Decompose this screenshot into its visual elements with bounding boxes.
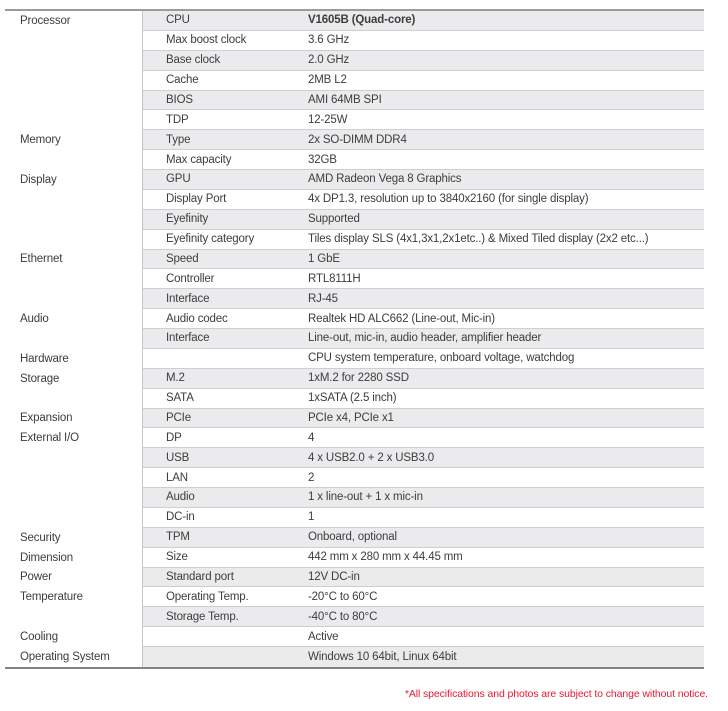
table-row bbox=[5, 91, 704, 111]
row-body bbox=[142, 190, 704, 210]
value-cell: AMD Radeon Vega 8 Graphics bbox=[308, 173, 462, 186]
table-row bbox=[5, 11, 704, 31]
category-cell bbox=[5, 210, 142, 230]
attribute-cell: BIOS bbox=[166, 93, 193, 106]
category-cell bbox=[5, 51, 142, 71]
row-body bbox=[142, 548, 704, 568]
value-cell: 1 bbox=[308, 511, 315, 524]
attribute-cell: LAN bbox=[166, 471, 188, 484]
attribute-cell: Eyefinity bbox=[166, 213, 209, 226]
category-cell bbox=[5, 71, 142, 91]
row-body bbox=[142, 150, 704, 170]
row-body bbox=[142, 110, 704, 130]
attribute-cell: Cache bbox=[166, 74, 199, 87]
attribute-cell: Audio codec bbox=[166, 312, 228, 325]
row-body bbox=[142, 289, 704, 309]
row-body bbox=[142, 389, 704, 409]
attribute-cell: DC-in bbox=[166, 511, 195, 524]
row-body bbox=[142, 269, 704, 289]
value-cell: 12-25W bbox=[308, 113, 348, 126]
value-cell: 3.6 GHz bbox=[308, 34, 350, 47]
table-row bbox=[5, 110, 704, 130]
attribute-cell: CPU bbox=[166, 14, 190, 27]
spec-table bbox=[5, 9, 704, 669]
value-cell: 4 x USB2.0 + 2 x USB3.0 bbox=[308, 451, 434, 464]
value-cell: 12V DC-in bbox=[308, 570, 360, 583]
row-body bbox=[142, 130, 704, 150]
value-cell: Onboard, optional bbox=[308, 531, 397, 544]
category-cell: Expansion bbox=[5, 409, 142, 429]
category-cell: Power bbox=[5, 568, 142, 588]
table-row bbox=[5, 329, 704, 349]
value-cell: -20°C to 60°C bbox=[308, 590, 378, 603]
attribute-cell: PCIe bbox=[166, 411, 191, 424]
attribute-cell: Base clock bbox=[166, 54, 221, 67]
category-cell: Storage bbox=[5, 369, 142, 389]
table-row bbox=[5, 230, 704, 250]
category-cell: Hardware bbox=[5, 349, 142, 369]
category-cell bbox=[5, 91, 142, 111]
attribute-cell: Max capacity bbox=[166, 153, 232, 166]
table-row bbox=[5, 369, 704, 389]
row-body bbox=[142, 11, 704, 31]
row-body bbox=[142, 51, 704, 71]
value-cell: 2x SO-DIMM DDR4 bbox=[308, 133, 407, 146]
attribute-cell: Storage Temp. bbox=[166, 610, 239, 623]
value-cell: -40°C to 80°C bbox=[308, 610, 378, 623]
value-cell: AMI 64MB SPI bbox=[308, 93, 382, 106]
table-row bbox=[5, 627, 704, 647]
attribute-cell: TPM bbox=[166, 531, 190, 544]
row-body bbox=[142, 607, 704, 627]
value-cell: 1xSATA (2.5 inch) bbox=[308, 392, 397, 405]
value-cell: 4x DP1.3, resolution up to 3840x2160 (for single display) bbox=[308, 193, 589, 206]
table-row bbox=[5, 190, 704, 210]
value-cell: PCIe x4, PCIe x1 bbox=[308, 411, 394, 424]
table-row bbox=[5, 488, 704, 508]
row-body bbox=[142, 71, 704, 91]
category-cell: Display bbox=[5, 170, 142, 190]
table-row bbox=[5, 51, 704, 71]
table-row bbox=[5, 428, 704, 448]
value-cell: V1605B (Quad-core) bbox=[308, 14, 416, 27]
table-row bbox=[5, 31, 704, 51]
row-body bbox=[142, 508, 704, 528]
table-row bbox=[5, 130, 704, 150]
value-cell: RJ-45 bbox=[308, 292, 338, 305]
attribute-cell: Max boost clock bbox=[166, 34, 247, 47]
category-cell bbox=[5, 289, 142, 309]
attribute-cell: Speed bbox=[166, 252, 199, 265]
category-cell bbox=[5, 448, 142, 468]
attribute-cell: USB bbox=[166, 451, 190, 464]
category-cell bbox=[5, 508, 142, 528]
category-cell bbox=[5, 190, 142, 210]
table-row bbox=[5, 448, 704, 468]
table-row bbox=[5, 289, 704, 309]
row-body bbox=[142, 448, 704, 468]
table-row bbox=[5, 548, 704, 568]
attribute-cell: Operating Temp. bbox=[166, 590, 249, 603]
row-body bbox=[142, 349, 704, 369]
category-cell bbox=[5, 329, 142, 349]
category-cell: Dimension bbox=[5, 548, 142, 568]
value-cell: 2 bbox=[308, 471, 315, 484]
value-cell: 2MB L2 bbox=[308, 74, 347, 87]
table-row bbox=[5, 71, 704, 91]
table-row bbox=[5, 587, 704, 607]
row-body bbox=[142, 31, 704, 51]
row-body bbox=[142, 230, 704, 250]
row-body bbox=[142, 409, 704, 429]
row-body bbox=[142, 369, 704, 389]
category-cell: Ethernet bbox=[5, 250, 142, 270]
attribute-cell: Audio bbox=[166, 491, 195, 504]
row-body bbox=[142, 568, 704, 588]
row-body bbox=[142, 647, 704, 667]
category-cell bbox=[5, 31, 142, 51]
table-row bbox=[5, 389, 704, 409]
attribute-cell: Interface bbox=[166, 332, 210, 345]
value-cell: 1 GbE bbox=[308, 252, 340, 265]
category-cell bbox=[5, 110, 142, 130]
table-row bbox=[5, 349, 704, 369]
attribute-cell: Standard port bbox=[166, 570, 234, 583]
value-cell: Supported bbox=[308, 213, 360, 226]
table-row bbox=[5, 528, 704, 548]
value-cell: Realtek HD ALC662 (Line-out, Mic-in) bbox=[308, 312, 495, 325]
table-row bbox=[5, 210, 704, 230]
value-cell: 442 mm x 280 mm x 44.45 mm bbox=[308, 551, 463, 564]
value-cell: 32GB bbox=[308, 153, 337, 166]
value-cell: Active bbox=[308, 630, 339, 643]
attribute-cell bbox=[143, 349, 308, 368]
category-cell: Memory bbox=[5, 130, 142, 150]
category-cell bbox=[5, 230, 142, 250]
value-cell: 1xM.2 for 2280 SSD bbox=[308, 372, 409, 385]
category-cell bbox=[5, 269, 142, 289]
attribute-cell: DP bbox=[166, 431, 182, 444]
table-row bbox=[5, 647, 704, 667]
row-body bbox=[142, 488, 704, 508]
row-body bbox=[142, 528, 704, 548]
attribute-cell bbox=[143, 647, 308, 667]
category-cell bbox=[5, 607, 142, 627]
row-body bbox=[142, 170, 704, 190]
category-cell: Processor bbox=[5, 11, 142, 31]
row-body bbox=[142, 627, 704, 647]
table-row bbox=[5, 568, 704, 588]
attribute-cell: TDP bbox=[166, 113, 189, 126]
category-cell: Security bbox=[5, 528, 142, 548]
attribute-cell: Type bbox=[166, 133, 191, 146]
category-cell: Operating System bbox=[5, 647, 142, 667]
category-cell: External I/O bbox=[5, 428, 142, 448]
row-body bbox=[142, 91, 704, 111]
table-row bbox=[5, 269, 704, 289]
row-body bbox=[142, 587, 704, 607]
table-row bbox=[5, 468, 704, 488]
value-cell: Line-out, mic-in, audio header, amplifier header bbox=[308, 332, 542, 345]
attribute-cell: SATA bbox=[166, 392, 194, 405]
value-cell: Windows 10 64bit, Linux 64bit bbox=[308, 650, 457, 663]
table-row bbox=[5, 250, 704, 270]
row-body bbox=[142, 329, 704, 349]
table-row bbox=[5, 508, 704, 528]
table-row bbox=[5, 150, 704, 170]
row-body bbox=[142, 210, 704, 230]
value-cell: 2.0 GHz bbox=[308, 54, 350, 67]
category-cell: Temperature bbox=[5, 587, 142, 607]
category-cell: Audio bbox=[5, 309, 142, 329]
attribute-cell: Display Port bbox=[166, 193, 227, 206]
attribute-cell bbox=[143, 627, 308, 646]
table-row bbox=[5, 409, 704, 429]
table-row bbox=[5, 607, 704, 627]
footnote-disclaimer: *All specifications and photos are subject to change without notice. bbox=[404, 688, 708, 700]
table-row bbox=[5, 309, 704, 329]
row-body bbox=[142, 428, 704, 448]
category-cell: Cooling bbox=[5, 627, 142, 647]
attribute-cell: M.2 bbox=[166, 372, 185, 385]
value-cell: 4 bbox=[308, 431, 315, 444]
category-cell bbox=[5, 468, 142, 488]
attribute-cell: Interface bbox=[166, 292, 210, 305]
category-cell bbox=[5, 488, 142, 508]
category-cell bbox=[5, 150, 142, 170]
value-cell: 1 x line-out + 1 x mic-in bbox=[308, 491, 423, 504]
value-cell: CPU system temperature, onboard voltage, watchdog bbox=[308, 352, 575, 365]
attribute-cell: Size bbox=[166, 551, 188, 564]
attribute-cell: GPU bbox=[166, 173, 191, 186]
attribute-cell: Controller bbox=[166, 272, 215, 285]
row-body bbox=[142, 468, 704, 488]
value-cell: RTL8111H bbox=[308, 272, 361, 285]
category-cell bbox=[5, 389, 142, 409]
row-body bbox=[142, 250, 704, 270]
value-cell: Tiles display SLS (4x1,3x1,2x1etc..) & Mixed Tiled display (2x2 etc...) bbox=[308, 233, 649, 246]
table-row bbox=[5, 170, 704, 190]
attribute-cell: Eyefinity category bbox=[166, 233, 255, 246]
row-body bbox=[142, 309, 704, 329]
